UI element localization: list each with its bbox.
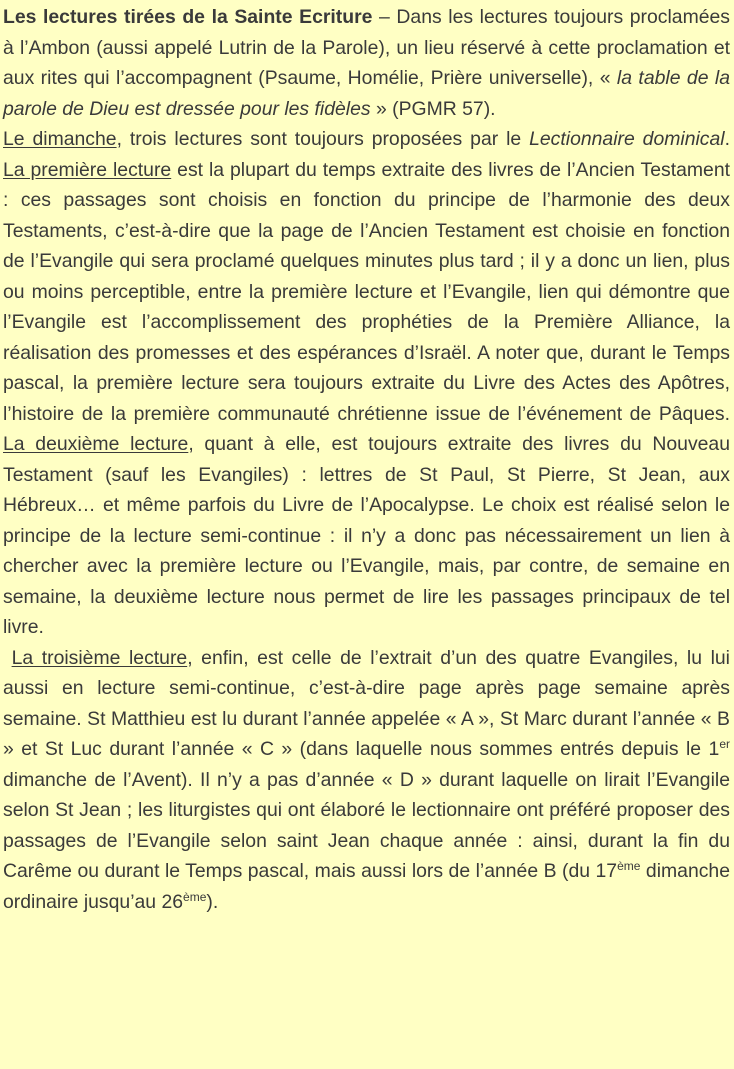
document-page <box>3 2 730 917</box>
superscript: er <box>719 737 730 751</box>
section-heading: Les lectures tirées de la Sainte Ecriture <box>3 6 373 28</box>
text: . <box>724 128 730 150</box>
text: , quant à elle, est toujours extraite des livres du Nouveau Testament (sauf les Evangiles) : lettres de St Paul, St Pierre, St Jean, aux Hébreux… et même parfois du Livre de l’Apocalypse. Le choix est réalisé selon le principe de la lecture semi-continue : il n’y a donc pas nécessairement un lien à chercher avec la première lecture ou l’Evangile, mais, par contre, de semaine en semaine, la deuxième lecture nous permet de lire les passages principaux de tel livre. <box>3 433 731 638</box>
term-premiere-lecture: La première lecture <box>3 158 172 181</box>
text: dimanche de l’Avent). Il n’y a pas d’année « D » durant laquelle on lirait l’Evangile selon St Jean ; les liturgistes qui ont élaboré le lectionnaire ont préféré proposer des passages de l’Evangile selon saint Jean chaque année : ainsi, durant la fin du Carême ou durant le Temps pascal, mais aussi lors de l’année B (du 17 <box>3 768 730 882</box>
quotation: la table de la parole de Dieu est dressée pour les fidèles <box>3 67 730 120</box>
superscript: ème <box>183 889 207 904</box>
text: , enfin, est celle de l’extrait d’un des quatre Evangiles, lu lui aussi en lecture semi-continue, c’est-à-dire page après page semaine après semaine. St Matthieu est lu durant l’année appelée « A », St Marc durant l’année « B » et St Luc durant l’année « C » (dans laquelle nous sommes entrés depuis le 1 <box>3 646 730 760</box>
paragraph-third-reading <box>3 643 730 918</box>
term-le-dimanche: Le dimanche <box>3 128 117 150</box>
text: ). <box>206 890 219 913</box>
term-lectionnaire-dominical: Lectionnaire dominical <box>529 128 725 150</box>
term-deuxieme-lecture: La deuxième lecture <box>3 433 189 455</box>
paragraph-sunday <box>3 124 730 643</box>
text: dimanche ordinaire jusqu’au 26 <box>3 860 730 913</box>
paragraph-intro <box>3 2 730 124</box>
text: est la plupart du temps extraite des livres de l’Ancien Testament : ces passages sont choisis en fonction du principe de l’harmonie des deux Testaments, c’est-à-dire que la page de l’Ancien Testament est choisie en fonction de l’Evangile qui sera proclamé quelques minutes plus tard ; il y a donc un lien, plus ou moins perceptible, entre la première lecture et l’Evangile, lien qui démontre que l’Evangile est l’accomplissement des prophéties de la Première Alliance, la réalisation des promesses et des espérances d’Israël. A noter que, durant le Temps pascal, la première lecture sera toujours extraite du Livre des Actes des Apôtres, l’histoire de la première communauté chrétienne issue de l’événement de Pâques. <box>3 158 730 425</box>
term-troisieme-lecture: La troisième lecture <box>11 646 188 669</box>
superscript: ème <box>617 859 641 873</box>
text: , trois lectures sont toujours proposées par le <box>116 128 530 150</box>
text <box>3 647 12 669</box>
text: » (PGMR 57). <box>370 97 496 120</box>
text: – Dans les lectures toujours proclamées à l’Ambon (aussi appelé Lutrin de la Parole), un lieu réservé à cette proclamation et aux rites qui l’accompagnent (Psaume, Homélie, Prière universelle), « <box>3 6 730 89</box>
